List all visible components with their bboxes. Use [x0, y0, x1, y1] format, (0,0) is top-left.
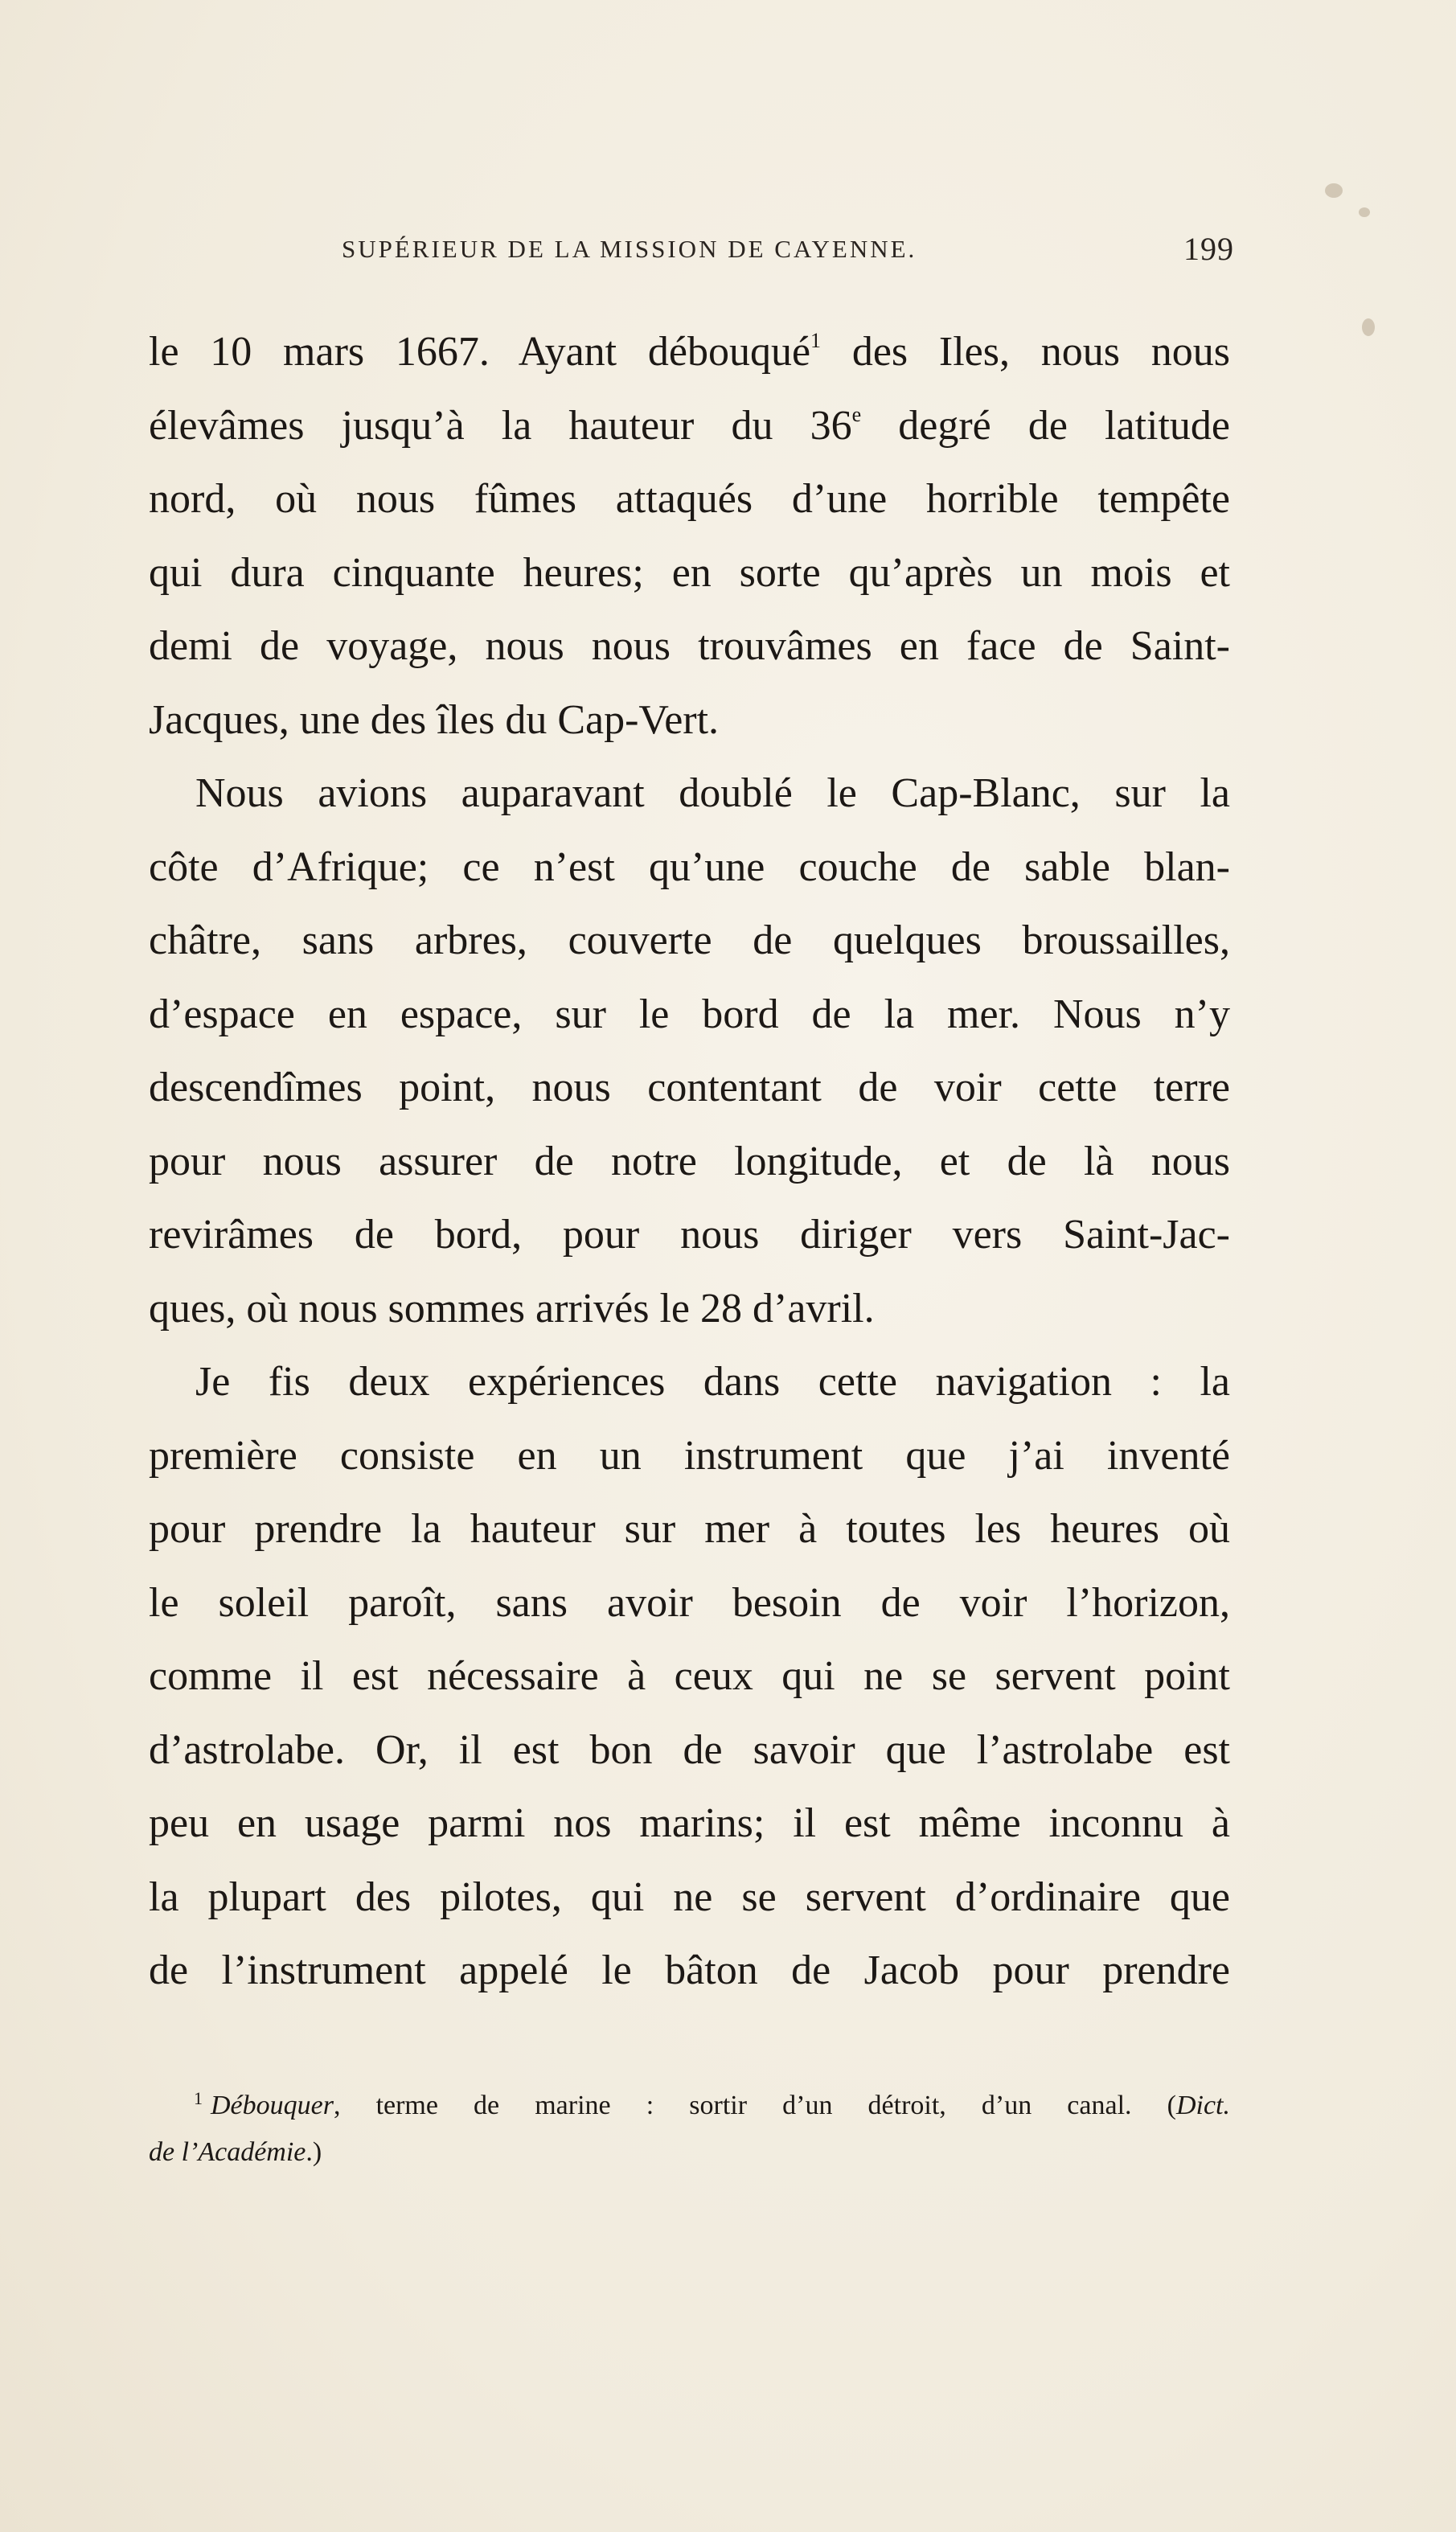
text-line: peu en usage parmi nos marins; il est même inconnu à: [149, 1800, 1230, 1846]
footnote-mark: 1: [194, 2088, 203, 2108]
text-line: comme il est nécessaire à ceux qui ne se servent point: [149, 1653, 1230, 1699]
running-title: SUPÉRIEUR DE LA MISSION DE CAYENNE.: [342, 235, 917, 263]
ordinal-superscript: e: [851, 402, 862, 426]
text-line: d’espace en espace, sur le bord de la mer. Nous n’y: [149, 991, 1230, 1037]
ink-spot: [1325, 183, 1343, 198]
text-line: pour prendre la hauteur sur mer à toutes les heures où: [149, 1506, 1230, 1552]
text-line: demi de voyage, nous nous trouvâmes en face de Saint-: [149, 623, 1230, 669]
text-line: le soleil paroît, sans avoir besoin de voir l’horizon,: [149, 1579, 1230, 1626]
footnote-source-abbr: Dict.: [1175, 2091, 1230, 2120]
text-line: le 10 mars 1667. Ayant débouqué$^1$ des Iles, nous nous: [149, 329, 1230, 375]
text-line: Nous avions auparavant doublé le Cap-Blanc, sur la: [195, 770, 1230, 816]
text-line: revirâmes de bord, pour nous diriger vers Saint-Jac-: [149, 1212, 1230, 1258]
text-line: pour nous assurer de notre longitude, et de là nous: [149, 1138, 1230, 1184]
footnote-line: $^1$ Débouquer, terme de marine : sortir d’un détroit, d’un canal. (Dict.: [194, 2088, 1230, 2120]
page-number: 199: [1183, 231, 1234, 267]
footnote-source: de l’Académie: [149, 2137, 306, 2167]
text-line: nord, où nous fûmes attaqués d’une horrible tempête: [149, 476, 1230, 522]
text-line: côte d’Afrique; ce n’est qu’une couche de sable blan-: [149, 843, 1230, 890]
text-line: première consiste en un instrument que j’ai inventé: [149, 1432, 1230, 1479]
text-line: la plupart des pilotes, qui ne se servent d’ordinaire que: [149, 1873, 1230, 1920]
text-line: de l’instrument appelé le bâton de Jacob pour prendre: [149, 1947, 1230, 1993]
running-header: [342, 231, 1234, 275]
text-line: qui dura cinquante heures; en sorte qu’après un mois et: [149, 549, 1230, 596]
ink-spot: [1359, 207, 1370, 217]
ink-spot: [1362, 318, 1375, 336]
text-line: élevâmes jusqu’à la hauteur du 36e degré de latitude: [149, 402, 1230, 449]
text-line: Je fis deux expériences dans cette navigation : la: [195, 1359, 1230, 1405]
text-line: descendîmes point, nous contentant de voir cette terre: [149, 1065, 1230, 1110]
text-line: châtre, sans arbres, couverte de quelques broussailles,: [149, 917, 1230, 963]
footnote-reference: 1: [810, 329, 822, 352]
footnote: [149, 2083, 1230, 2176]
body-text: [149, 315, 1230, 2008]
text-line: d’astrolabe. Or, il est bon de savoir que l’astrolabe est: [149, 1726, 1230, 1773]
text-line: Jacques, une des îles du Cap-Vert.: [149, 696, 720, 743]
text-line: ques, où nous sommes arrivés le 28 d’avril.: [149, 1285, 875, 1332]
footnote-line: de l’Académie.): [149, 2137, 322, 2167]
footnote-term: Débouquer: [211, 2091, 334, 2120]
